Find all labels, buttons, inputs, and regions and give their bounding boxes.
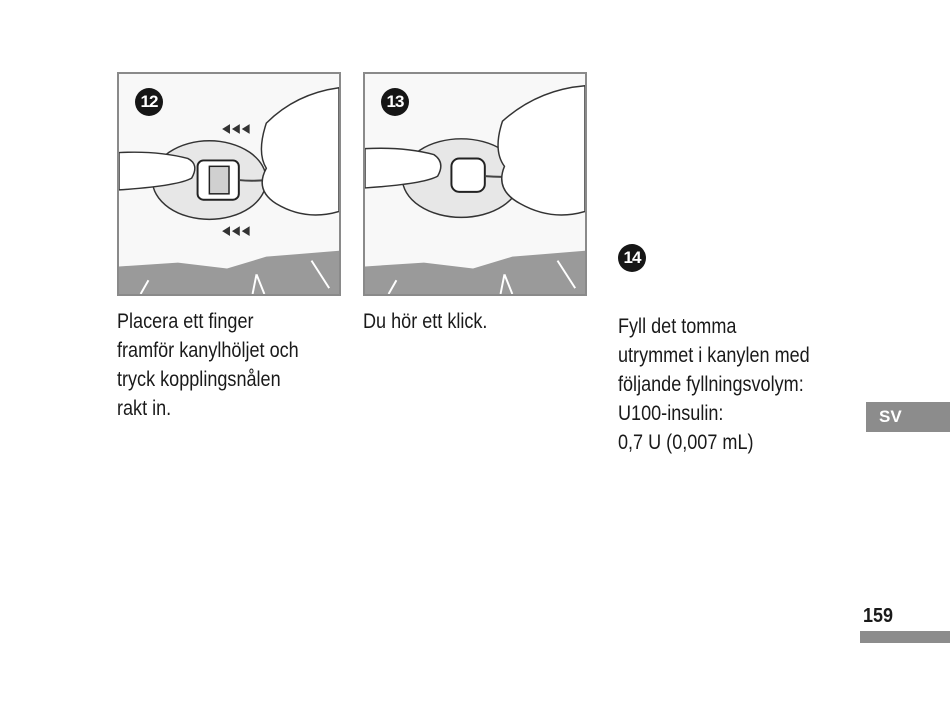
caption-line: tryck kopplingsnålen <box>117 368 281 391</box>
language-tab: SV <box>866 402 950 432</box>
caption-line: rakt in. <box>117 397 172 420</box>
step-13-caption <box>363 307 487 336</box>
step-number-badge: 12 <box>135 88 163 116</box>
step-14-number-badge: 14 <box>618 244 646 272</box>
instruction-line: Fyll det tomma <box>618 315 737 338</box>
step-12-caption <box>117 307 299 423</box>
instruction-line: följande fyllningsvolym: <box>618 373 804 396</box>
illustration-step-12 <box>117 72 341 296</box>
page-number-bar <box>860 631 950 643</box>
instruction-line: utrymmet i kanylen med <box>618 344 810 367</box>
caption-line: framför kanylhöljet och <box>117 339 299 362</box>
instruction-line: 0,7 U (0,007 mL) <box>618 431 754 454</box>
illustration-step-13 <box>363 72 587 296</box>
instruction-line: U100-insulin: <box>618 402 724 425</box>
caption-line: Placera ett finger <box>117 310 254 333</box>
step-number-badge: 13 <box>381 88 409 116</box>
caption-line: Du hör ett klick. <box>363 310 488 333</box>
page-number: 159 <box>863 605 894 627</box>
step-14-text <box>618 312 810 457</box>
